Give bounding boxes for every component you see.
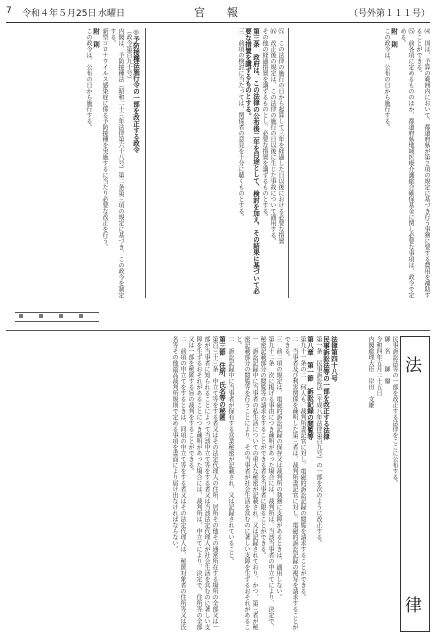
upper-center-column	[150, 28, 284, 298]
section-divider	[6, 330, 430, 331]
upper-right-column	[294, 28, 430, 298]
promulgation-column	[344, 336, 398, 630]
center-line-3: 三 前項の検討に当たっては、関係者の意見を十分に聴くものとする。	[237, 28, 244, 220]
law-number: 法律第四十八号	[330, 336, 338, 382]
left-supplementary-title: 附 則	[92, 28, 100, 48]
weekday: 水曜日	[98, 9, 126, 19]
center-line-1: ⑹ 改正後の規定は、この法律の施行の日以後に生じた事故について適用する。	[269, 28, 276, 244]
chapter-8-heading: 第八章 第一節 訴訟記録の閲覧等	[306, 336, 314, 440]
body-para: 二 訴訟記録中に当事者が保有する営業秘密が記載され、又は記録されていること。	[227, 336, 234, 564]
center-head: ⑸ この法律の施行の日から起算して三年を経過した日以後における必要な措置	[277, 28, 284, 244]
item-4: ⑷ 国は、予算の範囲内において、都道府県が第２項の規定に基づき行う事務に要する費用を補助することができる。	[415, 28, 430, 298]
issue-number: （号外第１１１号）	[348, 9, 430, 19]
issue-date: 令和４年５月25日	[22, 9, 97, 19]
body-para: 第九十二条 次に掲げる事由につき疎明があった場合には、裁判所は、当該当事者の申立てにより、決定で、秘密記載部分の閲覧等の請求をすることができる者を当事者に限ることができる。	[259, 336, 274, 630]
supplementary-title: 附 則	[390, 28, 398, 48]
column-divider-left	[145, 28, 146, 298]
law-char-2: 律	[405, 596, 422, 616]
upper-left-column	[8, 28, 140, 300]
article-1: 第一条 民事訴訟法（平成八年法律第百九号）の一部を次のように改正する。	[315, 336, 322, 546]
center-line-2: その他の経過措置を講ずるものとし、必要な措置を講ずるものとする。	[261, 28, 268, 220]
cabinet-order-title: ◎予防接種法施行令の一部を改正する政令	[132, 28, 140, 153]
cabinet-order-number: （政令第百九十号）	[125, 28, 132, 82]
gazette-title: 官 報	[194, 6, 238, 19]
header-rule	[6, 22, 430, 23]
prime-minister: 内閣総理大臣 岸田 文雄	[367, 336, 374, 408]
section-heading: 第三節 住所、氏名等の秘匿	[218, 336, 226, 421]
cabinet-order-body-1: 内閣は、予防接種法（昭和二十三年法律第六十八号）第二条第三項の規定に基づき、この政令を制定する。	[109, 28, 124, 298]
promulgation-date: 令和四年五月二十五日	[375, 336, 382, 396]
law-section-box	[400, 336, 430, 632]
page-header	[6, 4, 430, 20]
body-para: 二 当事者及び利害関係を疎明した第三者は、裁判所書記官に対し、電磁的訴訟記録の複写を請求することができる。	[283, 336, 298, 630]
column-divider-right	[288, 28, 289, 298]
body-para: 三 前二項の規定は、電磁的訴訟記録の保存又は裁判所の執務に支障があるときは、適用しない。	[275, 336, 282, 600]
article-3: 第三条 政府は、この法律の公布後二年を目途として、検討を加え、その結果に基づいて必要な措置を講ずるものとする。	[244, 28, 260, 295]
body-para: 第百三十三条 申立て等をする者又はその法定代理人の住所、居所その他その通常所在する場所の全部又は一部が当事者に知られることによって当該申立て等をする者又は当該法定代理人が社会生活を営むのに著しい支障を生ずるおそれがあることにつき疎明があった場合には、裁判所は、申立てにより、決定で、住所等の全部又は一部を秘匿する旨の裁判をすることができる。	[187, 336, 218, 630]
supplementary-body: この政令は、公布の日から施行する。	[383, 28, 390, 130]
law-char-1: 法	[405, 356, 422, 376]
law-body-column	[8, 336, 338, 630]
left-supplementary-body: この政令は、公布の日から施行する。	[85, 28, 92, 130]
decorative-rule	[15, 312, 99, 322]
body-para: 一 訴訟記録中に当事者の私生活についての重大な秘密が記載され、又は記録されており、かつ、第三者が秘密記載部分の閲覧等を行うことにより、その当事者が社会生活を営むのに著しい支障を生ずるおそれがあること。	[235, 336, 258, 630]
promulgation-notice: 民事訴訟法等の一部を改正する法律をここに公布する。	[391, 336, 398, 486]
law-title: 民事訴訟法等の一部を改正する法律	[322, 336, 330, 440]
imperial-seal: 御 名 御 璽	[383, 336, 390, 384]
item-5: ⑸ 前各項に定めるもののほか、都道府県地域医療介護総合確保基金に関し必要な事項は、政令で定める。	[399, 28, 414, 298]
body-para: 第九十一条の二 何人も、裁判所書記官に対し、電磁的訴訟記録の閲覧を請求することができる。	[299, 336, 306, 600]
body-para: 二 前項の申立てをするときは、同項の申立て等をする者又はその法定代理人は、秘匿対象者の住所等又は氏名等その他最高裁判所規則で定める事項を書面により届け出なければならない。	[171, 336, 186, 630]
page-number: 7	[6, 6, 12, 16]
cabinet-order-body-2: 新型コロナウイルス感染症に係る予防接種を実施するに当たり必要な改正を行う。	[101, 28, 108, 250]
